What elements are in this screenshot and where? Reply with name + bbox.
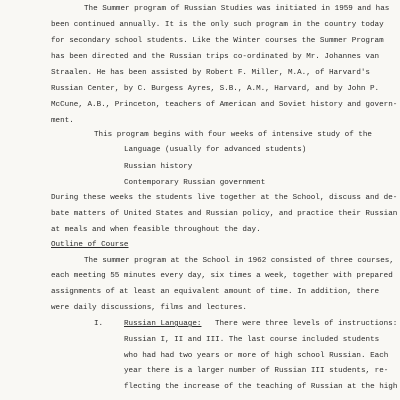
outline-heading: Outline of Course [51, 241, 129, 249]
intro-line-5: Straalen. He has been assisted by Robert F. Miller, M.A., of Harvard's [51, 69, 370, 77]
outline-line-2: each meeting 55 minutes every day, six times a week, together with prepared [51, 272, 393, 280]
intro-line-7: McCune, A.B., Princeton, teachers of American and Soviet history and govern- [51, 101, 398, 109]
intro-line-2: been continued annually. It is the only such program in the country today [51, 21, 384, 29]
outline-line-3: assignments of at least an equivalent amount of time. In addition, there [51, 288, 380, 296]
intro-line-1: The Summer program of Russian Studies was initiated in 1959 and has [84, 5, 390, 13]
intro-line-8: ment. [51, 117, 74, 125]
program-intro-line-1: This program begins with four weeks of intensive study of the [94, 131, 372, 139]
item1-line-3: who had had two years or more of high school Russian. Each [124, 352, 389, 360]
item1-title: Russian Language: [124, 320, 202, 328]
intro-line-4: has been directed and the Russian trips co-ordinated by Mr. Johannes van [51, 53, 380, 61]
program-topic-language: Language (usually for advanced students) [124, 146, 307, 154]
weeks-line-3: at meals and when feasible throughout the day. [51, 226, 261, 234]
outline-line-1: The summer program at the School in 1962 consisted of three courses, [84, 257, 394, 265]
item1-line-4: year there is a larger number of Russian III students, re- [124, 367, 389, 375]
item1-line-5: flecting the increase of the teaching of Russian at the high [124, 383, 398, 391]
weeks-line-2: bate matters of United States and Russian policy, and practice their Russian [51, 210, 398, 218]
item1-line-2: Russian I, II and III. The last course included students [124, 336, 380, 344]
program-topic-government: Contemporary Russian government [124, 179, 266, 187]
item1-line-1-rest: There were three levels of instructions: [215, 320, 398, 328]
program-topic-history: Russian history [124, 163, 193, 171]
item1-number: I. [94, 320, 104, 328]
outline-line-4: were daily discussions, films and lectures. [51, 304, 247, 312]
intro-line-6: Russian Center, by C. Burgess Ayres, S.B., A.M., Harvard, and by John P. [51, 85, 380, 93]
weeks-line-1: During these weeks the students live together at the School, discuss and de- [51, 194, 398, 202]
intro-line-3: for secondary school students. Like the Winter courses the Summer Program [51, 37, 384, 45]
